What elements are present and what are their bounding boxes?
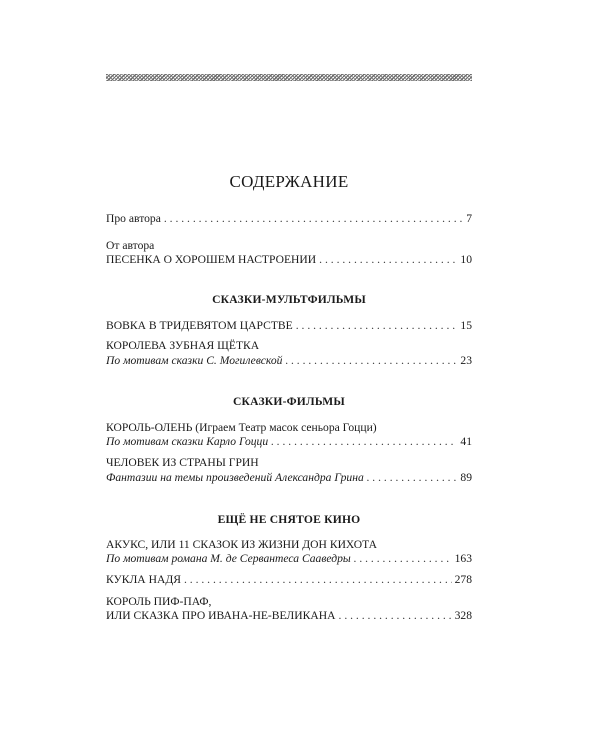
toc-entry-subtitle: Фантазии на темы произведений Александра Грина [106,471,364,484]
toc-entry-title: КУКЛА НАДЯ [106,573,181,586]
toc-entry-title-continued: ИЛИ СКАЗКА ПРО ИВАНА-НЕ-ВЕЛИКАНА [106,609,336,622]
toc-entry-title: ПЕСЕНКА О ХОРОШЕМ НАСТРОЕНИИ [106,253,317,266]
toc-entry-subtitle: По мотивам сказки С. Могилевской [106,354,283,367]
toc-label-from-author: От автора [106,239,155,252]
toc-entry-good-mood-song[interactable] [106,252,472,268]
decorative-top-rule [106,74,472,81]
toc-page-number: 23 [460,354,472,367]
toc-entry-toothbrush[interactable] [106,353,472,369]
toc-page-number: 15 [460,319,472,332]
toc-leader-dots [367,470,458,486]
page-title: СОДЕРЖАНИЕ [229,172,349,191]
toc-entry-akuks[interactable] [106,551,472,567]
toc-entry-subtitle: По мотивам сказки Карло Гоцци [106,435,269,448]
toc-entry-title-king-stag: КОРОЛЬ-ОЛЕНЬ (Играем Театр масок сеньора Гоцци) [106,421,377,434]
toc-leader-dots [271,434,457,450]
toc-entry-title-king-pif-paf: КОРОЛЬ ПИФ-ПАФ, [106,595,212,608]
toc-page-number: 89 [460,471,472,484]
toc-page-number: 41 [460,435,472,448]
toc-entry-about-author[interactable] [106,211,472,227]
toc-entry-king-pif-paf[interactable] [106,608,472,624]
toc-entry-doll-nadya[interactable] [106,572,472,588]
toc-page-number: 278 [454,573,472,586]
toc-entry-subtitle: По мотивам романа М. де Сервантеса Сааведры [106,552,351,565]
toc-page-number: 7 [466,212,472,225]
toc-entry-vovka[interactable] [106,318,472,334]
toc-entry-title-akuks: АКУКС, ИЛИ 11 СКАЗОК ИЗ ЖИЗНИ ДОН КИХОТА [106,538,377,551]
toc-leader-dots [339,608,452,624]
toc-entry-title-toothbrush: КОРОЛЕВА ЗУБНАЯ ЩЁТКА [106,339,260,352]
section-heading-unfilmed: ЕЩЁ НЕ СНЯТОЕ КИНО [217,513,361,526]
section-heading-films: СКАЗКИ-ФИЛЬМЫ [232,395,345,408]
toc-entry-title: ВОВКА В ТРИДЕВЯТОМ ЦАРСТВЕ [106,319,293,332]
toc-entry-title: Про автора [106,212,161,225]
toc-leader-dots [319,252,457,268]
section-heading-cartoons: СКАЗКИ-МУЛЬТФИЛЬМЫ [212,293,366,306]
toc-leader-dots [296,318,458,334]
toc-entry-king-stag[interactable] [106,434,472,450]
toc-page-number: 10 [460,253,472,266]
toc-entry-title-green-country: ЧЕЛОВЕК ИЗ СТРАНЫ ГРИН [106,456,259,469]
toc-leader-dots [354,551,452,567]
toc-entry-green-country[interactable] [106,470,472,486]
toc-leader-dots [184,572,452,588]
toc-leader-dots [164,211,463,227]
toc-page-number: 328 [454,609,472,622]
toc-leader-dots [285,353,457,369]
toc-page-number: 163 [454,552,472,565]
